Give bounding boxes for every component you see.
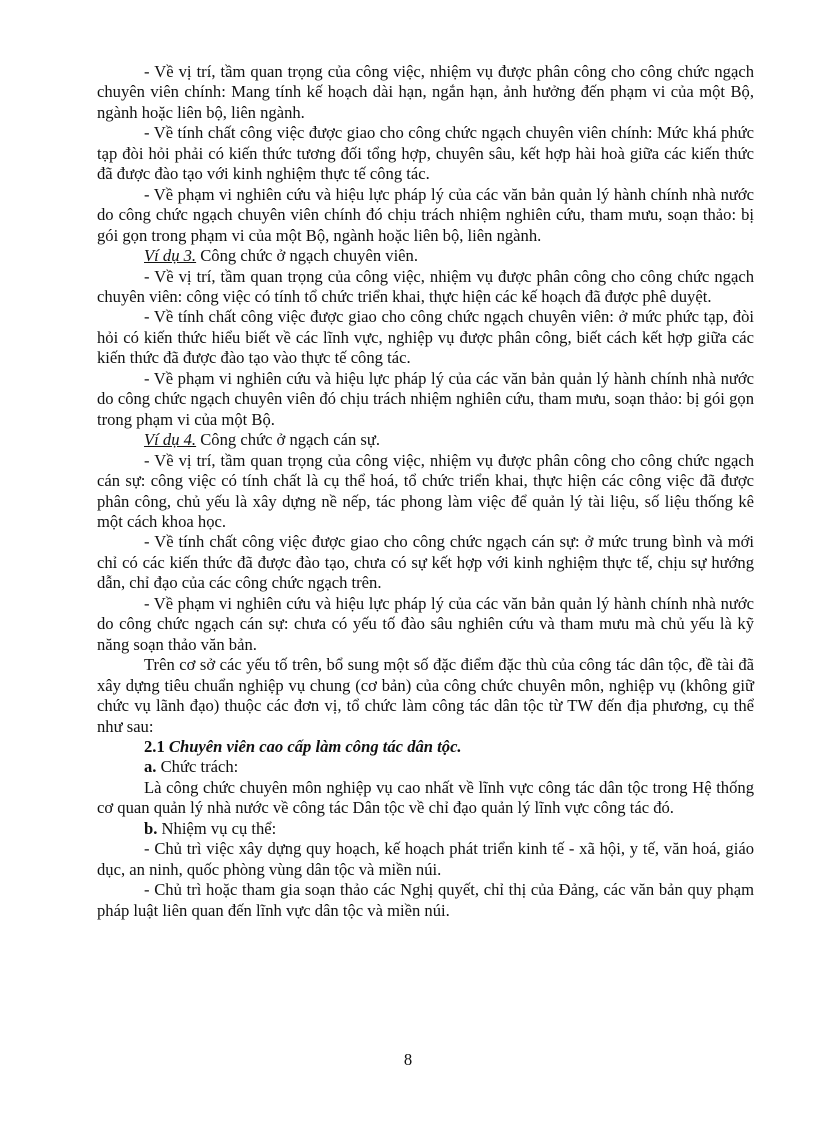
subheading-a-text: Chức trách: [156,757,239,777]
subheading-b-text: Nhiệm vụ cụ thể: [157,818,277,838]
paragraph: - Về phạm vi nghiên cứu và hiệu lực pháp lý của các văn bản quản lý hành chính nhà nước do công chức ngạch chuyên viên chính đó chịu trách nhiệm nghiên cứu, tham mưu, soạn thảo: bị gói gọn trong phạm vi của một Bộ, ngành hoặc liên bộ, liên ngành. [97,184,754,245]
section-heading [97,737,754,757]
paragraph: - Về tính chất công việc được giao cho công chức ngạch cán sự: ở mức trung bình và mới chỉ có các kiến thức đã được đào tạo, chưa có sự kết hợp với kinh nghiệm thực tế, chịu sự hướng dẫn, chỉ đạo của các công chức ngạch trên. [97,532,754,593]
paragraph: Trên cơ sở các yếu tố trên, bổ sung một số đặc điểm đặc thù của công tác dân tộc, đề tài đã xây dựng tiêu chuẩn nghiệp vụ chung (cơ bản) của công chức chuyên môn, nghiệp vụ (không giữ chức vụ lãnh đạo) thuộc các đơn vị, tổ chức làm công tác dân tộc từ TW đến địa phương, cụ thể như sau: [97,655,754,736]
example-3-text: Công chức ở ngạch chuyên viên. [196,246,418,266]
paragraph: Là công chức chuyên môn nghiệp vụ cao nhất về lĩnh vực công tác dân tộc trong Hệ thống cơ quan quản lý nhà nước về công tác Dân tộc về chỉ đạo quản lý lĩnh vực công tác đó. [97,777,754,818]
subheading-b-label: b. [144,818,158,838]
paragraph: - Về vị trí, tầm quan trọng của công việc, nhiệm vụ được phân công cho công chức ngạch chuyên viên chính: Mang tính kế hoạch dài hạn, ngắn hạn, ảnh hưởng đến phạm vi của một Bộ, ngành hoặc liên bộ, liên ngành. [97,62,754,122]
example-3-heading [97,246,754,266]
paragraph: - Về tính chất công việc được giao cho công chức ngạch chuyên viên chính: Mức khá phức tạp đòi hỏi phải có kiến thức tương đối tổng hợp, chuyên sâu, kết hợp hài hoà giữa các kiến thức đã được đào tạo với kinh nghiệm thực tế công tác. [97,123,754,184]
example-4-label: Ví dụ 4. [144,430,197,450]
paragraph: - Về phạm vi nghiên cứu và hiệu lực pháp lý của các văn bản quản lý hành chính nhà nước do công chức ngạch cán sự: chưa có yếu tố đào sâu nghiên cứu và tham mưu mà chủ yếu là kỹ năng soạn thảo văn bản. [97,593,754,654]
subheading-a [97,757,754,777]
example-3-label: Ví dụ 3. [144,246,197,266]
section-title: Chuyên viên cao cấp làm công tác dân tộc. [168,736,462,756]
paragraph: - Về tính chất công việc được giao cho công chức ngạch chuyên viên: ở mức phức tạp, đòi hỏi có kiến thức hiểu biết về các lĩnh vực, nghiệp vụ được phân công, biết cách kết hợp giữa các kiến thức đã được đào tạo vào thực tế công tác. [97,307,754,368]
section-number: 2.1 [144,736,165,756]
page-number: 8 [403,1050,413,1069]
subheading-b [97,819,754,839]
example-4-text: Công chức ở ngạch cán sự. [196,430,380,450]
document-body [97,62,754,921]
example-4-heading [97,430,754,450]
paragraph: - Về vị trí, tầm quan trọng của công việc, nhiệm vụ được phân công cho công chức ngạch cán sự: công việc có tính chất là cụ thể hoá, tổ chức triển khai, thực hiện các công việc đã được phân công, chủ yếu là xây dựng nề nếp, tác phong làm việc để quản lý tài liệu, số liệu thống kê một cách khoa học. [97,450,754,531]
paragraph: - Về phạm vi nghiên cứu và hiệu lực pháp lý của các văn bản quản lý hành chính nhà nước do công chức ngạch chuyên viên đó chịu trách nhiệm nghiên cứu, tham mưu, soạn thảo: bị gói gọn trong phạm vi của một Bộ. [97,368,754,429]
list-item: - Chủ trì hoặc tham gia soạn thảo các Nghị quyết, chỉ thị của Đảng, các văn bản quy phạm pháp luật liên quan đến lĩnh vực dân tộc và miền núi. [97,880,754,920]
list-item: - Chủ trì việc xây dựng quy hoạch, kế hoạch phát triển kinh tế - xã hội, y tế, văn hoá, giáo dục, an ninh, quốc phòng vùng dân tộc và miền núi. [97,839,754,879]
subheading-a-label: a. [144,757,157,777]
paragraph: - Về vị trí, tầm quan trọng của công việc, nhiệm vụ được phân công cho công chức ngạch chuyên viên: công việc có tính tổ chức triển khai, thực hiện các kế hoạch đã được phê duyệt. [97,266,754,306]
